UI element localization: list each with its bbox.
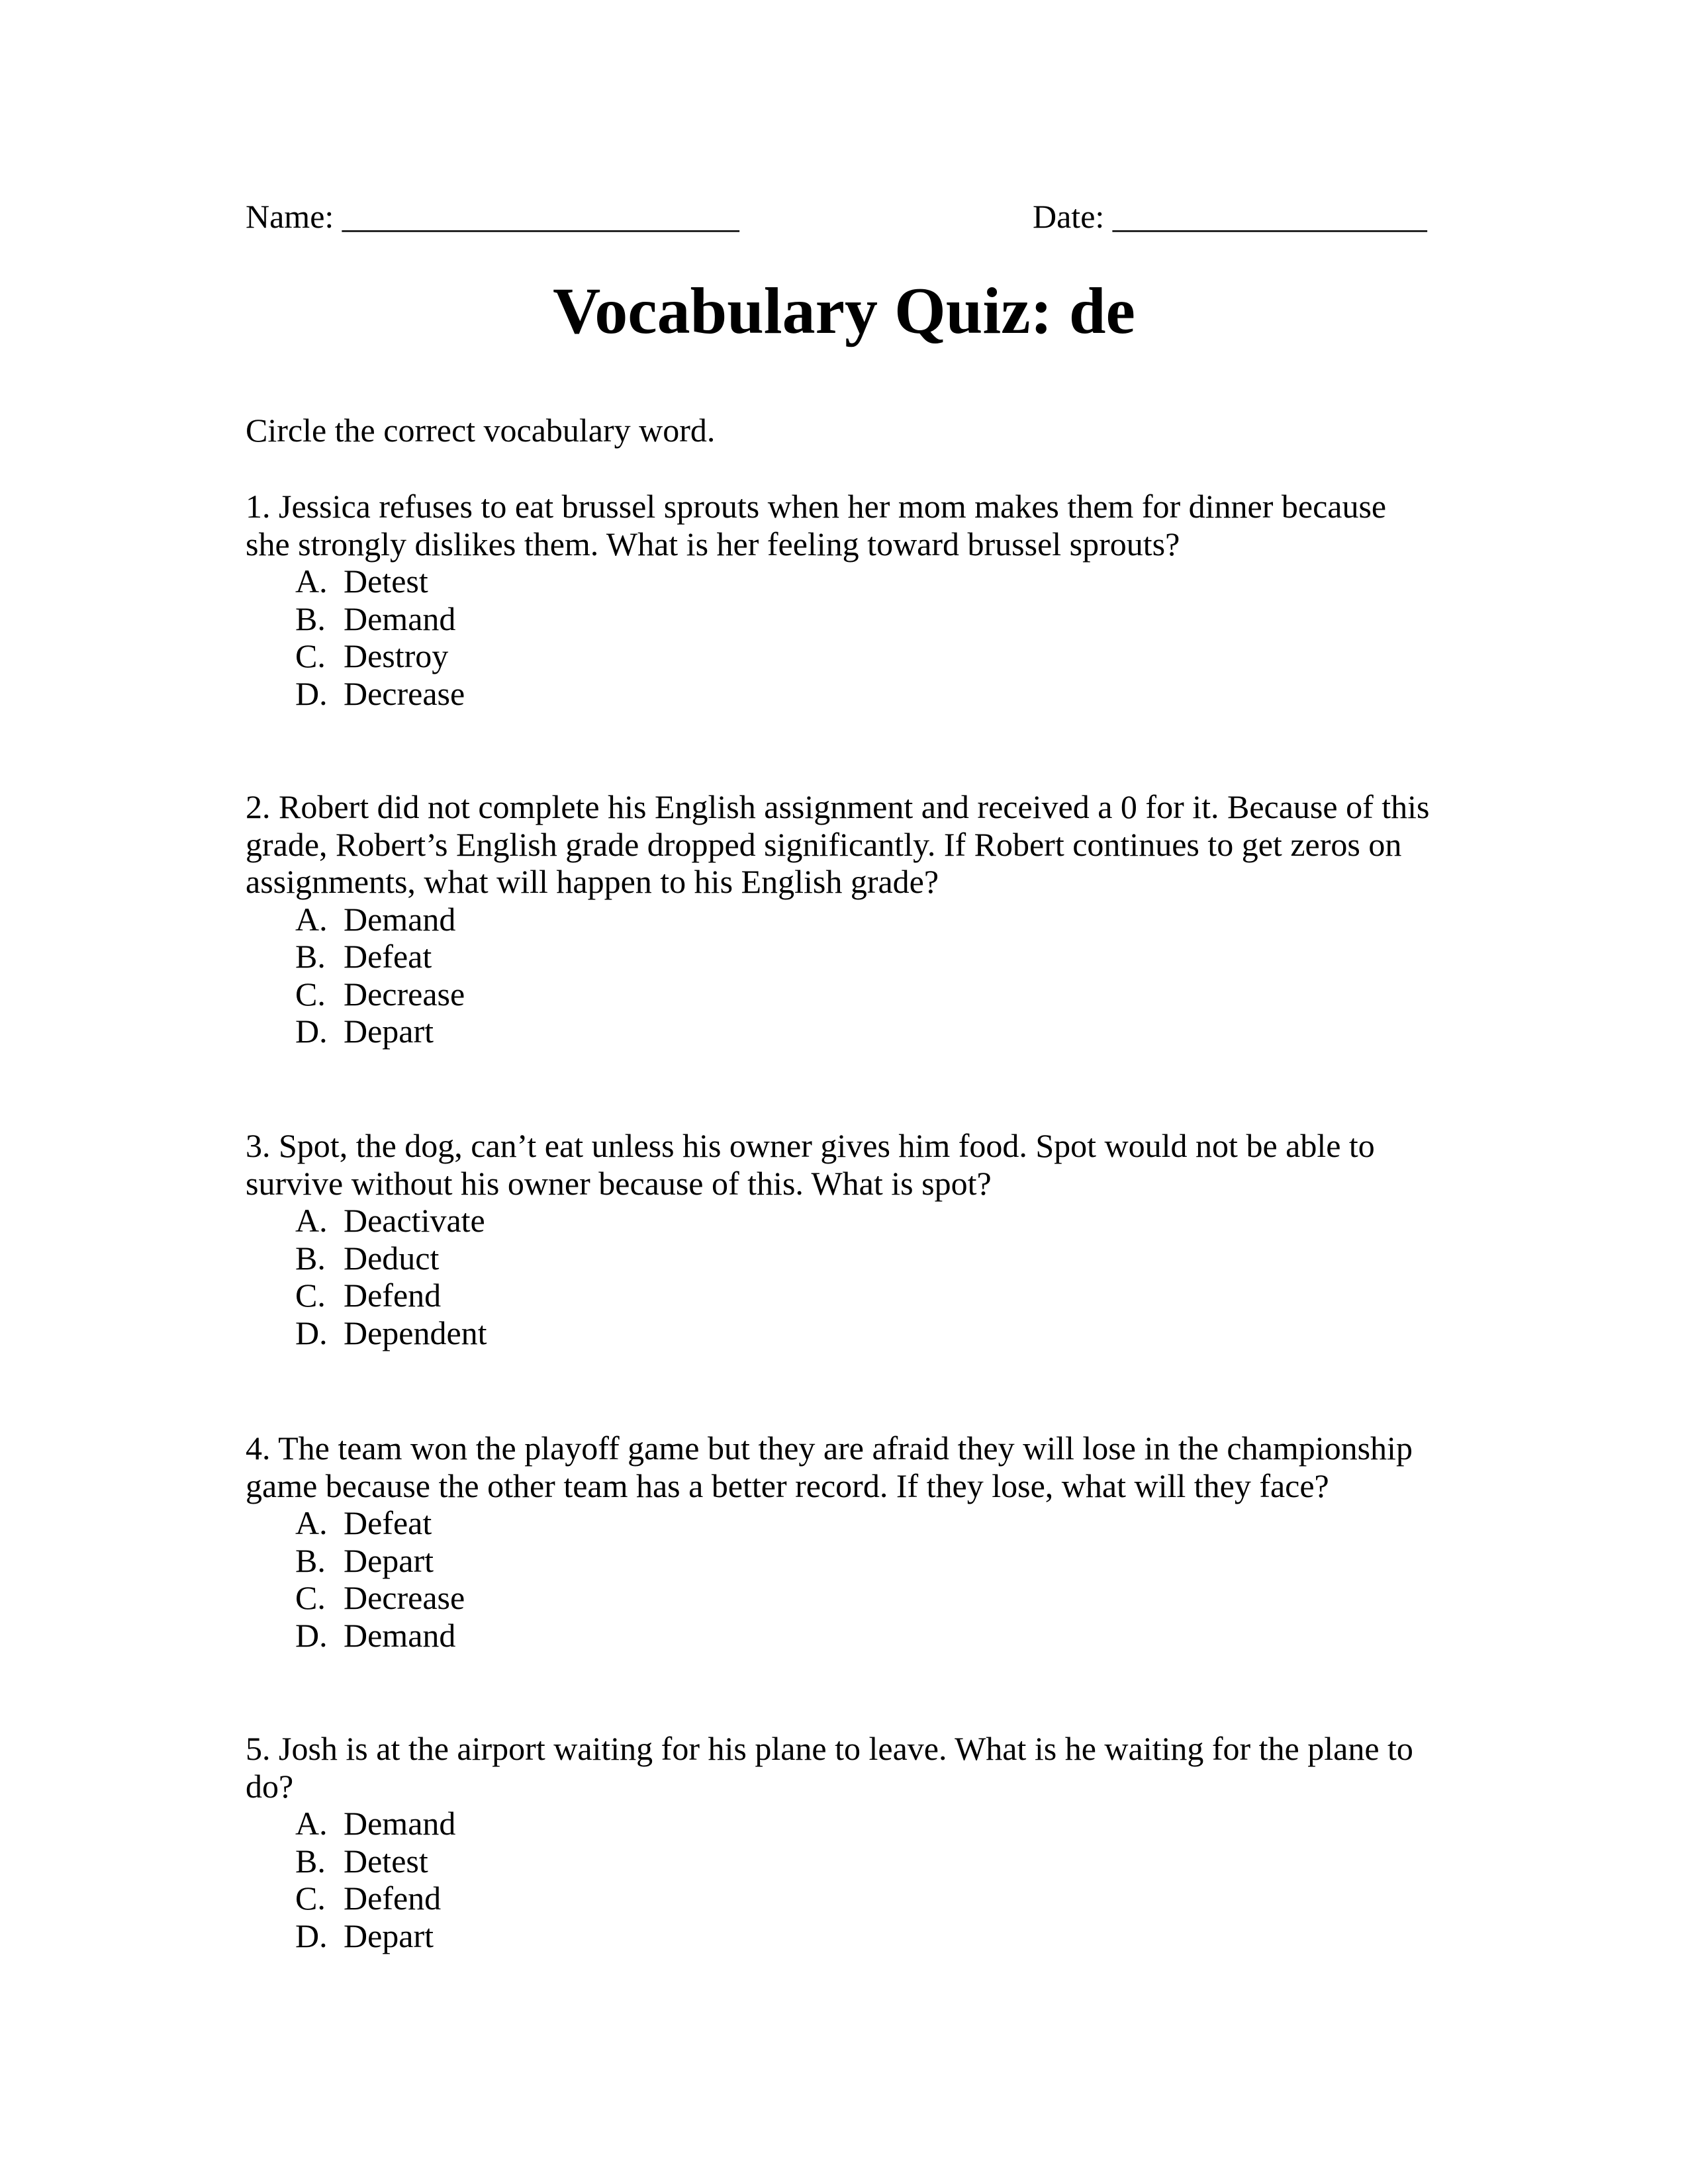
- answer-option[interactable]: [246, 563, 1386, 600]
- option-text: Defeat: [344, 938, 432, 975]
- question-line: do?: [246, 1767, 294, 1805]
- answer-option[interactable]: [246, 1542, 1413, 1580]
- question-line: she strongly dislikes them. What is her feeling toward brussel sprouts?: [246, 525, 1180, 563]
- option-text: Destroy: [344, 637, 449, 674]
- option-text: Demand: [344, 900, 456, 938]
- answer-option[interactable]: [246, 1843, 1413, 1880]
- option-text: Depart: [344, 1013, 434, 1050]
- option-text: Demand: [344, 1805, 456, 1842]
- option-letter: B.: [295, 1239, 326, 1277]
- answer-option[interactable]: [246, 938, 1429, 976]
- option-text: Detest: [344, 1842, 428, 1880]
- answer-option[interactable]: [246, 1202, 1375, 1240]
- question-line: grade, Robert’s English grade dropped significantly. If Robert continues to get zeros on: [246, 825, 1402, 863]
- option-letter: B.: [295, 1541, 326, 1579]
- option-letter: A.: [295, 563, 328, 600]
- question-line: survive without his owner because of this. What is spot?: [246, 1164, 992, 1202]
- answer-option[interactable]: [246, 1917, 1413, 1955]
- question-text: [246, 1430, 1413, 1504]
- answer-option[interactable]: [246, 1240, 1375, 1277]
- option-letter: D.: [295, 1314, 328, 1351]
- question-text: [246, 1127, 1375, 1202]
- option-letter: A.: [295, 1504, 328, 1541]
- question-3: [246, 1127, 1375, 1351]
- option-text: Defend: [344, 1880, 442, 1917]
- option-text: Decrease: [344, 674, 465, 712]
- option-text: Dependent: [344, 1314, 487, 1351]
- option-letter: C.: [295, 1579, 326, 1616]
- option-letter: D.: [295, 674, 328, 712]
- question-4: [246, 1430, 1413, 1654]
- question-line: 2. Robert did not complete his English assignment and received a 0 for it. Because of this: [246, 788, 1430, 825]
- answer-option[interactable]: [246, 1805, 1413, 1843]
- question-line: 5. Josh is at the airport waiting for his plane to leave. What is he waiting for the plane to: [246, 1730, 1413, 1767]
- answer-option[interactable]: [246, 1880, 1413, 1917]
- option-letter: D.: [295, 1917, 328, 1954]
- name-field[interactable]: Name: ________________________: [246, 198, 739, 235]
- answer-option[interactable]: [246, 675, 1386, 713]
- answer-option[interactable]: [246, 1277, 1375, 1314]
- answer-option[interactable]: [246, 1013, 1429, 1050]
- option-text: Decrease: [344, 1579, 465, 1616]
- option-text: Detest: [344, 563, 428, 600]
- answer-option[interactable]: [246, 1617, 1413, 1655]
- question-2: [246, 788, 1429, 1050]
- question-text: [246, 1730, 1413, 1805]
- option-letter: B.: [295, 938, 326, 975]
- option-letter: D.: [295, 1616, 328, 1654]
- date-field[interactable]: Date: ___________________: [1033, 198, 1427, 235]
- question-5: [246, 1730, 1413, 1954]
- option-letter: A.: [295, 1202, 328, 1239]
- option-text: Depart: [344, 1917, 434, 1954]
- option-text: Defeat: [344, 1504, 432, 1541]
- question-line: 3. Spot, the dog, can’t eat unless his owner gives him food. Spot would not be able to: [246, 1127, 1375, 1164]
- answer-option[interactable]: [246, 976, 1429, 1013]
- option-letter: C.: [295, 1880, 326, 1917]
- option-text: Deactivate: [344, 1202, 485, 1239]
- question-1: [246, 488, 1386, 712]
- instructions: Circle the correct vocabulary word.: [246, 412, 716, 449]
- question-text: [246, 488, 1386, 563]
- question-line: game because the other team has a better record. If they lose, what will they face?: [246, 1467, 1329, 1504]
- answer-option[interactable]: [246, 1314, 1375, 1352]
- answer-option[interactable]: [246, 600, 1386, 638]
- question-line: 1. Jessica refuses to eat brussel sprouts when her mom makes them for dinner because: [246, 488, 1387, 525]
- option-letter: A.: [295, 1805, 328, 1842]
- option-text: Deduct: [344, 1239, 440, 1277]
- question-line: 4. The team won the playoff game but they are afraid they will lose in the championship: [246, 1430, 1413, 1467]
- option-text: Defend: [344, 1277, 442, 1314]
- answer-option[interactable]: [246, 1579, 1413, 1617]
- option-letter: B.: [295, 600, 326, 637]
- option-text: Demand: [344, 1616, 456, 1654]
- answer-option[interactable]: [246, 901, 1429, 938]
- answer-option[interactable]: [246, 637, 1386, 675]
- option-letter: A.: [295, 900, 328, 938]
- option-letter: C.: [295, 1277, 326, 1314]
- option-letter: C.: [295, 975, 326, 1013]
- question-line: assignments, what will happen to his English grade?: [246, 863, 939, 900]
- page-title: Vocabulary Quiz: de: [553, 274, 1135, 347]
- option-text: Depart: [344, 1541, 434, 1579]
- option-text: Demand: [344, 600, 456, 637]
- option-letter: C.: [295, 637, 326, 674]
- question-text: [246, 788, 1429, 901]
- option-letter: D.: [295, 1013, 328, 1050]
- option-letter: B.: [295, 1842, 326, 1880]
- answer-option[interactable]: [246, 1504, 1413, 1542]
- option-text: Decrease: [344, 975, 465, 1013]
